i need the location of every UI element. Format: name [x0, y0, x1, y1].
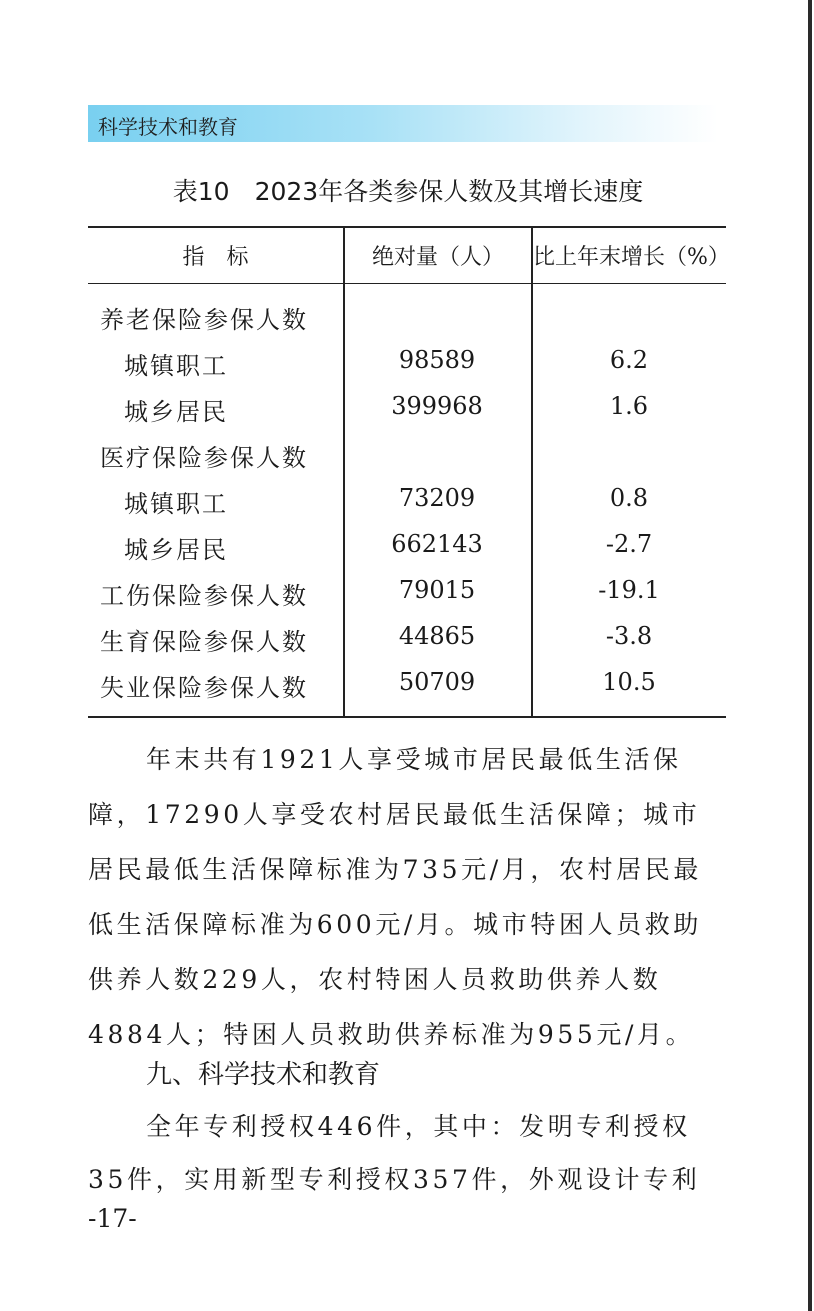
row-absolute: 50709 [398, 668, 476, 696]
row-absolute: 44865 [398, 622, 476, 650]
table-header-indicator: 指 标 [182, 245, 249, 270]
row-indicator: 城乡居民 [124, 398, 228, 426]
table-row [88, 668, 726, 714]
row-indicator: 工伤保险参保人数 [100, 582, 308, 610]
paragraph-line: 全年专利授权446件，其中：发明专利授权 [146, 1112, 691, 1141]
section-header-band [88, 105, 718, 142]
row-indicator: 城乡居民 [124, 536, 228, 564]
table-top-rule [88, 226, 726, 228]
table-row [88, 530, 726, 576]
table-row [88, 622, 726, 668]
table-row [88, 576, 726, 622]
row-indicator: 失业保险参保人数 [100, 674, 308, 702]
page-number: -17- [88, 1204, 137, 1233]
table-row [88, 484, 726, 530]
row-growth: -19.1 [598, 576, 660, 604]
row-absolute: 73209 [398, 484, 476, 512]
row-growth: 1.6 [609, 392, 649, 420]
table-header-absolute: 绝对量（人） [371, 245, 504, 270]
paragraph-line: 低生活保障标准为600元/月。城市特困人员救助 [88, 910, 702, 939]
row-indicator: 医疗保险参保人数 [100, 444, 308, 472]
section-heading: 九、科学技术和教育 [146, 1060, 381, 1090]
paragraph-line: 35件，实用新型专利授权357件，外观设计专利 [88, 1165, 701, 1194]
table-header-rule [88, 283, 726, 284]
table-bottom-rule [88, 716, 726, 718]
row-growth: 0.8 [609, 484, 649, 512]
row-indicator: 城镇职工 [124, 490, 228, 518]
row-growth: -3.8 [605, 622, 653, 650]
table-title: 表10 2023年各类参保人数及其增长速度 [172, 177, 644, 206]
paragraph-line: 4884人；特困人员救助供养标准为955元/月。 [88, 1020, 695, 1049]
row-absolute: 662143 [391, 530, 483, 558]
table-header-growth: 比上年末增长（%） [533, 245, 730, 270]
row-growth: -2.7 [605, 530, 653, 558]
page-edge-rule [808, 0, 812, 1311]
row-absolute: 98589 [398, 346, 476, 374]
section-header-title: 科学技术和教育 [98, 115, 238, 139]
paragraph-line: 障，17290人享受农村居民最低生活保障；城市 [88, 800, 701, 829]
paragraph-line: 年末共有1921人享受城市居民最低生活保 [146, 745, 682, 774]
table-row [88, 392, 726, 438]
paragraph-line: 居民最低生活保障标准为735元/月，农村居民最 [88, 855, 702, 884]
row-growth: 10.5 [602, 668, 656, 696]
table-row [88, 438, 726, 484]
row-growth: 6.2 [609, 346, 649, 374]
paragraph-line: 供养人数229人，农村特困人员救助供养人数 [88, 965, 662, 994]
row-absolute: 79015 [398, 576, 476, 604]
table-row [88, 346, 726, 392]
row-indicator: 城镇职工 [124, 352, 228, 380]
row-absolute: 399968 [391, 392, 483, 420]
row-indicator: 生育保险参保人数 [100, 628, 308, 656]
table-row [88, 300, 726, 346]
row-indicator: 养老保险参保人数 [100, 306, 308, 334]
